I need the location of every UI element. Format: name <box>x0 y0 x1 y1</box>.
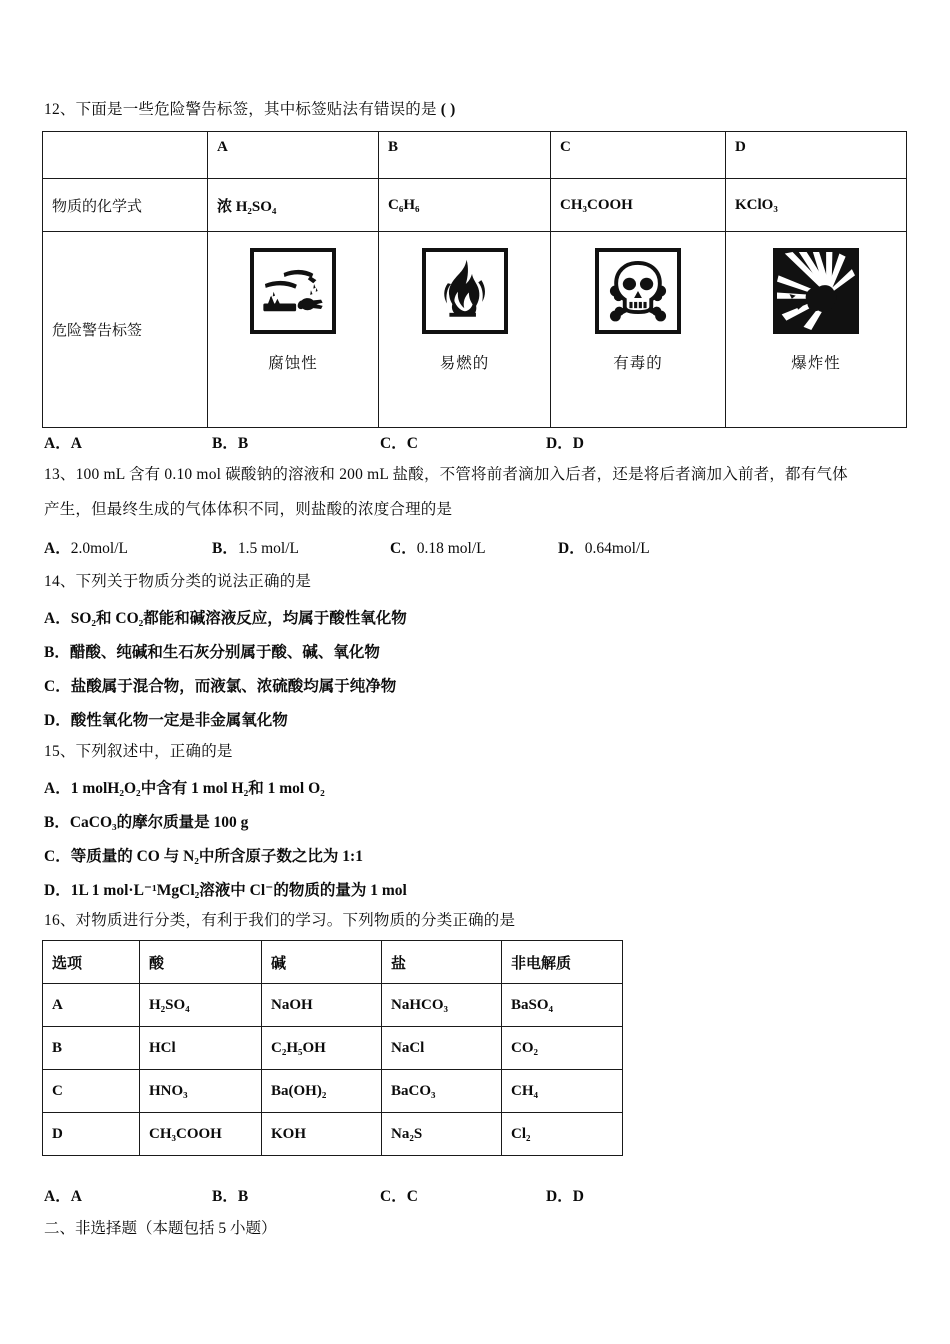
question-13-text-1: 100 mL 含有 0.10 mol 碳酸钠的溶液和 200 mL 盐酸，不管将前者滴加入后者，还是将后者滴加入前者，都有气体 <box>75 466 848 483</box>
question-15-text: 下列叙述中，正确的是 <box>75 743 233 760</box>
classify-header-base: 碱 <box>262 941 382 984</box>
explosive-icon <box>773 248 859 334</box>
question-13-line-2 <box>44 500 452 520</box>
corrosive-icon <box>250 248 336 334</box>
hazard-formula-d: KClO₃ <box>726 179 907 232</box>
q13-option-b-text: 1.5 mol/L <box>237 540 299 557</box>
q16-option-c[interactable] <box>380 1184 418 1206</box>
table-row <box>43 1113 623 1156</box>
question-13-number: 13、 <box>44 466 76 483</box>
question-14-number: 14、 <box>44 573 76 590</box>
q14-option-a-letter: A． <box>44 610 71 627</box>
question-15-stem <box>44 742 233 762</box>
q12-option-b[interactable] <box>212 431 248 453</box>
classify-row-c-nonelectrolyte: CH₄ <box>502 1070 623 1113</box>
q15-option-a-letter: A． <box>44 780 71 797</box>
question-12-text: 下面是一些危险警告标签，其中标签贴法有错误的是 <box>75 101 437 118</box>
question-13-line-1 <box>44 465 848 485</box>
q16-option-b[interactable] <box>212 1184 248 1206</box>
q15-option-d-text: 1L 1 mol·L⁻¹MgCl₂溶液中 Cl⁻的物质的量为 1 mol <box>70 882 407 899</box>
table-row <box>43 984 623 1027</box>
q13-option-d-text: 0.64mol/L <box>584 540 650 557</box>
q15-option-a[interactable] <box>44 776 325 798</box>
hazard-header-b: B <box>379 132 551 179</box>
hazard-cell-a <box>208 232 379 428</box>
classify-row-b-nonelectrolyte: CO₂ <box>502 1027 623 1070</box>
q12-option-a[interactable] <box>44 431 82 453</box>
q12-option-c[interactable] <box>380 431 418 453</box>
q15-option-b[interactable] <box>44 810 248 832</box>
classify-row-c-acid: HNO₃ <box>140 1070 262 1113</box>
hazard-header-d: D <box>726 132 907 179</box>
q12-option-d[interactable] <box>546 431 584 453</box>
classify-row-d-salt: Na₂S <box>382 1113 502 1156</box>
q16-option-b-letter: B． <box>212 1188 238 1205</box>
q16-option-b-text: B <box>237 1188 249 1205</box>
classify-row-a-salt: NaHCO₃ <box>382 984 502 1027</box>
classify-row-a-acid: H₂SO₄ <box>140 984 262 1027</box>
table-row <box>43 132 907 179</box>
q14-option-c-letter: C． <box>44 678 71 695</box>
q12-option-c-letter: C． <box>380 435 407 452</box>
question-16-number: 16、 <box>44 912 76 929</box>
q13-option-a[interactable] <box>44 536 128 558</box>
hazard-label-table <box>42 131 907 428</box>
classify-header-acid: 酸 <box>140 941 262 984</box>
q13-option-c-letter: C． <box>390 540 417 557</box>
q14-option-c[interactable] <box>44 674 396 696</box>
question-16-stem <box>44 911 515 931</box>
toxic-skull-icon <box>595 248 681 334</box>
q15-option-c[interactable] <box>44 844 363 866</box>
flammable-icon <box>422 248 508 334</box>
hazard-cell-c <box>551 232 726 428</box>
hazard-caption-b: 易燃的 <box>439 355 490 372</box>
hazard-formula-c: CH₃COOH <box>551 179 726 232</box>
q13-option-d-letter: D． <box>558 540 585 557</box>
q12-option-d-text: D <box>572 435 584 452</box>
q16-option-d-text: D <box>572 1188 584 1205</box>
q12-option-d-letter: D． <box>546 435 573 452</box>
q14-option-b[interactable] <box>44 640 380 662</box>
classify-row-c-salt: BaCO₃ <box>382 1070 502 1113</box>
q12-option-b-text: B <box>237 435 249 452</box>
question-13-text-2: 产生，但最终生成的气体体积不同，则盐酸的浓度合理的是 <box>44 501 453 518</box>
q14-option-d[interactable] <box>44 708 288 730</box>
question-12-paren: ( ) <box>440 101 456 118</box>
q14-option-b-text: 醋酸、纯碱和生石灰分别属于酸、碱、氧化物 <box>69 644 380 661</box>
hazard-formula-rowlabel: 物质的化学式 <box>43 179 208 232</box>
hazard-formula-b: C₆H₆ <box>379 179 551 232</box>
q16-option-d-letter: D． <box>546 1188 573 1205</box>
q15-option-c-letter: C． <box>44 848 71 865</box>
classify-header-option: 选项 <box>43 941 140 984</box>
question-12-number: 12、 <box>44 101 76 118</box>
table-row <box>43 179 907 232</box>
q16-option-a[interactable] <box>44 1184 82 1206</box>
q13-option-d[interactable] <box>558 536 650 558</box>
classify-row-d-acid: CH₃COOH <box>140 1113 262 1156</box>
classify-row-b-base: C₂H₅OH <box>262 1027 382 1070</box>
question-15-number: 15、 <box>44 743 76 760</box>
classify-row-a-base: NaOH <box>262 984 382 1027</box>
hazard-caption-d: 爆炸性 <box>791 355 841 372</box>
hazard-cell-b <box>379 232 551 428</box>
q13-option-b[interactable] <box>212 536 299 558</box>
hazard-header-c: C <box>551 132 726 179</box>
hazard-caption-c: 有毒的 <box>613 355 663 372</box>
classify-row-b-acid: HCl <box>140 1027 262 1070</box>
hazard-cell-d <box>726 232 907 428</box>
q12-option-c-text: C <box>406 435 418 452</box>
table-row <box>43 941 623 984</box>
classify-header-nonelectrolyte: 非电解质 <box>502 941 623 984</box>
q16-option-d[interactable] <box>546 1184 584 1206</box>
q14-option-c-text: 盐酸属于混合物，而液氯、浓硫酸均属于纯净物 <box>70 678 397 695</box>
q13-option-b-letter: B． <box>212 540 238 557</box>
question-14-text: 下列关于物质分类的说法正确的是 <box>75 573 312 590</box>
table-row <box>43 1027 623 1070</box>
q13-option-c[interactable] <box>390 536 486 558</box>
classify-row-d-base: KOH <box>262 1113 382 1156</box>
table-row <box>43 1070 623 1113</box>
hazard-caption-a: 腐蚀性 <box>268 355 318 372</box>
q13-option-a-text: 2.0mol/L <box>70 540 128 557</box>
q15-option-b-text: CaCO₃的摩尔质量是 100 g <box>69 814 249 831</box>
classify-row-d-nonelectrolyte: Cl₂ <box>502 1113 623 1156</box>
q14-option-d-letter: D． <box>44 712 71 729</box>
section-header-non-choice: 二、非选择题（本题包括 5 小题） <box>44 1220 277 1237</box>
question-16-text: 对物质进行分类，有利于我们的学习。下列物质的分类正确的是 <box>75 912 516 929</box>
q16-option-c-text: C <box>406 1188 418 1205</box>
classify-row-a-option: A <box>43 984 140 1027</box>
q12-option-b-letter: B． <box>212 435 238 452</box>
q15-option-d[interactable] <box>44 878 407 900</box>
q16-option-c-letter: C． <box>380 1188 407 1205</box>
classify-row-b-option: B <box>43 1027 140 1070</box>
q14-option-a[interactable] <box>44 606 407 628</box>
classify-row-c-option: C <box>43 1070 140 1113</box>
table-row <box>43 232 907 428</box>
q14-option-a-text: SO₂和 CO₂都能和碱溶液反应，均属于酸性氧化物 <box>70 610 407 627</box>
classify-row-c-base: Ba(OH)₂ <box>262 1070 382 1113</box>
hazard-label-rowlabel: 危险警告标签 <box>43 232 208 428</box>
q15-option-c-text: 等质量的 CO 与 N₂中所含原子数之比为 1:1 <box>70 848 363 865</box>
q16-option-a-letter: A． <box>44 1188 71 1205</box>
hazard-formula-a: 浓 H₂SO₄ <box>208 179 379 232</box>
classify-row-a-nonelectrolyte: BaSO₄ <box>502 984 623 1027</box>
q15-option-a-text: 1 molH₂O₂中含有 1 mol H₂和 1 mol O₂ <box>70 780 325 797</box>
classify-header-salt: 盐 <box>382 941 502 984</box>
classification-table <box>42 940 623 1156</box>
hazard-header-a: A <box>208 132 379 179</box>
question-14-stem <box>44 572 311 592</box>
classify-row-b-salt: NaCl <box>382 1027 502 1070</box>
q12-option-a-letter: A． <box>44 435 71 452</box>
q14-option-d-text: 酸性氧化物一定是非金属氧化物 <box>70 712 288 729</box>
q12-option-a-text: A <box>70 435 82 452</box>
q16-option-a-text: A <box>70 1188 82 1205</box>
hazard-header-blank <box>43 132 208 179</box>
classify-row-d-option: D <box>43 1113 140 1156</box>
question-12-stem <box>44 100 456 120</box>
q13-option-c-text: 0.18 mol/L <box>416 540 486 557</box>
q13-option-a-letter: A． <box>44 540 71 557</box>
q14-option-b-letter: B． <box>44 644 70 661</box>
q15-option-b-letter: B． <box>44 814 70 831</box>
q15-option-d-letter: D． <box>44 882 71 899</box>
